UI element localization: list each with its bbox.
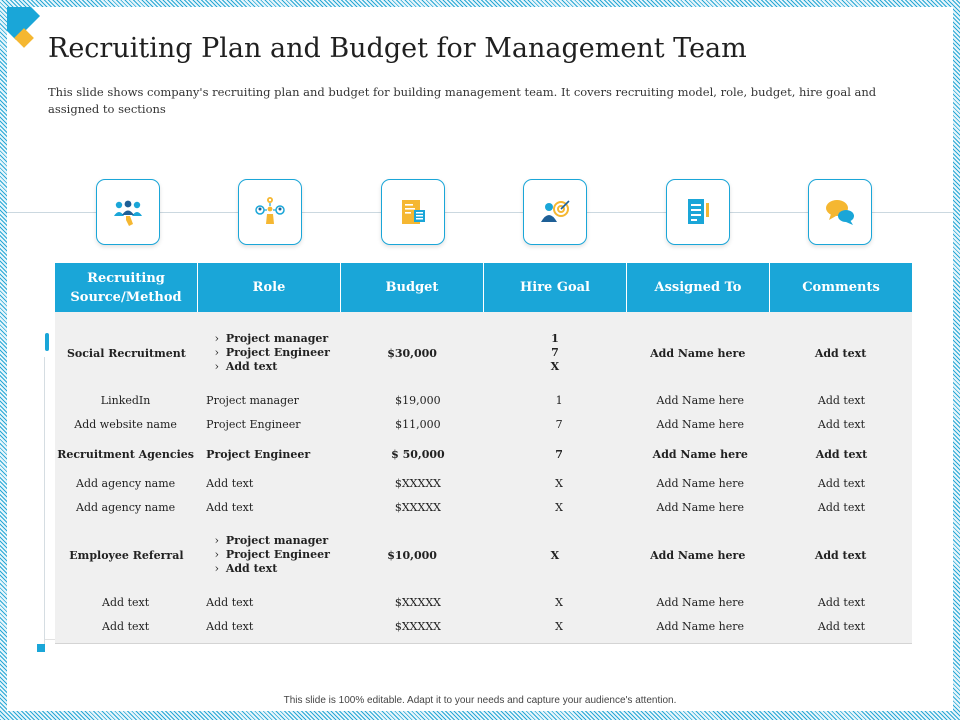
- table-row: [55, 615, 912, 640]
- budget-cell: $XXXXX: [394, 476, 441, 490]
- role-cell: Add text: [206, 476, 254, 490]
- side-divider-line: [44, 357, 45, 644]
- role-bullet: › Add text: [208, 360, 277, 374]
- role-cell: Project manager: [206, 393, 299, 407]
- hire-goal-cell: X: [555, 595, 564, 609]
- role-bullet: › Add text: [208, 562, 277, 576]
- role-cell: [198, 318, 341, 388]
- assigned-cell: Add Name here: [656, 418, 745, 432]
- table-row: [55, 318, 912, 388]
- header-source: Recruiting Source/Method: [55, 263, 198, 312]
- comments-cell: Add text: [815, 447, 868, 461]
- comments-cell: Add text: [817, 620, 865, 634]
- source-cell: Add text: [102, 595, 150, 609]
- role-bullet: › Project Engineer: [208, 346, 330, 360]
- role-cell: Project Engineer: [206, 447, 311, 461]
- footer-note: This slide is 100% editable. Adapt it to your needs and capture your audience's attention.: [283, 695, 677, 706]
- source-cell: Add website name: [74, 418, 177, 432]
- hire-goal-cell: 1: [555, 393, 563, 407]
- network-icon: [238, 179, 302, 245]
- team-icon: [96, 179, 160, 245]
- target-person-icon: [523, 179, 587, 245]
- hire-goal-value: X: [550, 360, 560, 373]
- comments-cell: Add text: [817, 501, 865, 515]
- budget-cell: $19,000: [395, 393, 441, 407]
- header-role: Role: [198, 263, 341, 312]
- role-cell: Add text: [206, 595, 254, 609]
- comments-cell: Add text: [814, 548, 867, 562]
- source-cell: Recruitment Agencies: [57, 447, 194, 461]
- hire-goal-cell: X: [550, 548, 560, 562]
- source-cell: Add text: [102, 620, 150, 634]
- recruiting-table: [55, 263, 912, 644]
- page-title: Recruiting Plan and Budget for Management Team: [48, 33, 747, 64]
- source-cell: Add agency name: [76, 501, 176, 515]
- assigned-cell: Add Name here: [652, 447, 748, 461]
- source-cell: Social Recruitment: [66, 346, 186, 360]
- assigned-cell: Add Name here: [656, 595, 745, 609]
- header-assigned-to: Assigned To: [627, 263, 770, 312]
- role-bullet: › Project Engineer: [208, 548, 330, 562]
- budget-document-icon: [381, 179, 445, 245]
- table-row: [55, 520, 912, 590]
- budget-cell: $30,000: [387, 346, 437, 360]
- assigned-cell: Add Name here: [656, 476, 745, 490]
- assigned-cell: Add Name here: [656, 393, 745, 407]
- comments-cell: Add text: [817, 418, 865, 432]
- role-cell: Project Engineer: [206, 418, 301, 432]
- budget-cell: $XXXXX: [394, 595, 441, 609]
- hire-goal-cell: 7: [555, 418, 563, 432]
- table-row: [55, 496, 912, 521]
- header-hire-goal: Hire Goal: [484, 263, 627, 312]
- source-cell: Add agency name: [76, 476, 176, 490]
- assigned-cell: Add Name here: [656, 501, 745, 515]
- hire-goal-cell: X: [555, 620, 564, 634]
- header-budget: Budget: [341, 263, 484, 312]
- budget-cell: $XXXXX: [394, 620, 441, 634]
- hire-goal-cell: X: [555, 501, 564, 515]
- budget-cell: $XXXXX: [394, 501, 441, 515]
- assigned-cell: Add Name here: [650, 548, 746, 562]
- table-row: [55, 413, 912, 438]
- hire-goal-value: 7: [551, 346, 559, 359]
- table-row: [55, 437, 912, 471]
- assigned-cell: Add Name here: [656, 620, 745, 634]
- accent-bar: [45, 333, 49, 351]
- budget-cell: $10,000: [387, 548, 437, 562]
- assigned-cell: Add Name here: [650, 346, 746, 360]
- role-cell: Add text: [206, 620, 254, 634]
- accent-square: [37, 644, 45, 652]
- page-subtitle: This slide shows company's recruiting plan and budget for building management team. It covers recruiting model, role, budget, hire goal and assigned to sections: [48, 85, 877, 116]
- table-row: [55, 590, 912, 615]
- comments-cell: Add text: [817, 476, 865, 490]
- hire-goal-cell: [483, 318, 626, 388]
- table-header: [55, 263, 912, 312]
- header-comments: Comments: [802, 280, 880, 295]
- source-cell: LinkedIn: [100, 393, 151, 407]
- chat-bubbles-icon: [808, 179, 872, 245]
- source-cell: Employee Referral: [69, 548, 184, 562]
- budget-cell: $ 50,000: [391, 447, 445, 461]
- budget-cell: $11,000: [395, 418, 441, 432]
- role-bullet: › Project manager: [208, 534, 328, 548]
- table-body: [55, 312, 912, 644]
- role-cell: [198, 520, 341, 590]
- comments-cell: Add text: [817, 595, 865, 609]
- hire-goal-value: 1: [551, 332, 559, 345]
- table-row: [55, 388, 912, 413]
- hire-goal-cell: X: [555, 476, 564, 490]
- slide: [7, 7, 953, 711]
- report-document-icon: [666, 179, 730, 245]
- role-cell: Add text: [206, 501, 254, 515]
- comments-cell: Add text: [814, 346, 867, 360]
- table-row: [55, 471, 912, 496]
- comments-cell: Add text: [817, 393, 865, 407]
- role-bullet: › Project manager: [208, 332, 328, 346]
- hire-goal-cell: 7: [555, 447, 563, 461]
